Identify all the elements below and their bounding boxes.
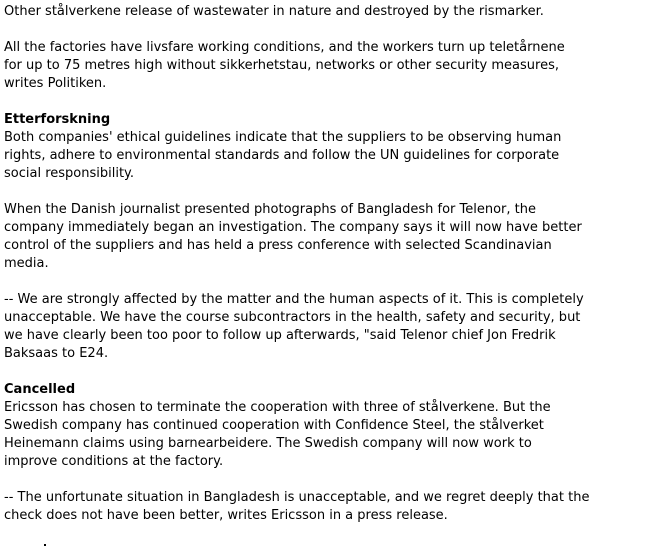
article-body xyxy=(4,3,664,543)
section-investigation xyxy=(4,111,664,183)
heading-etterforskning: Etterforskning xyxy=(4,112,111,127)
paragraph-telenor-investigation: When the Danish journalist presented photographs of Bangladesh for Telenor, the company immediately began an investigation. The company says it will now have better control of the suppliers and has held a press conference with selected Scandinavian media. xyxy=(4,202,582,271)
heading-cancelled: Cancelled xyxy=(4,382,76,397)
paragraph-wastewater: Other stålverkene release of wastewater in nature and destroyed by the rismarker. xyxy=(4,4,544,19)
paragraph-ethical-guidelines: Both companies' ethical guidelines indicate that the suppliers to be observing human rights, adhere to environmental standards and follow the UN guidelines for corporate social responsibility. xyxy=(4,130,562,181)
paragraph-telenor-quote: -- We are strongly affected by the matter and the human aspects of it. This is completely unacceptable. We have the course subcontractors in the health, safety and security, but we have clearly been too poor to follow up afterwards, "said Telenor chief Jon Fredrik Baksaas to E24. xyxy=(4,292,584,361)
paragraph-ericsson-quote: -- The unfortunate situation in Bangladesh is unacceptable, and we regret deeply that the check does not have been better, writes Ericsson in a press release. xyxy=(4,490,590,523)
section-cancelled xyxy=(4,381,664,471)
cut-off-text-fragment xyxy=(44,544,46,546)
paragraph-ericsson-cooperation: Ericsson has chosen to terminate the cooperation with three of stålverkene. But the Swedish company has continued cooperation with Confidence Steel, the stålverket Heinemann claims using barnearbeidere. The Swedish company will now work to improve conditions at the factory. xyxy=(4,400,551,469)
paragraph-working-conditions: All the factories have livsfare working conditions, and the workers turn up teletårnene for up to 75 metres high without sikkerhetstau, networks or other security measures, writes Politiken. xyxy=(4,40,565,91)
